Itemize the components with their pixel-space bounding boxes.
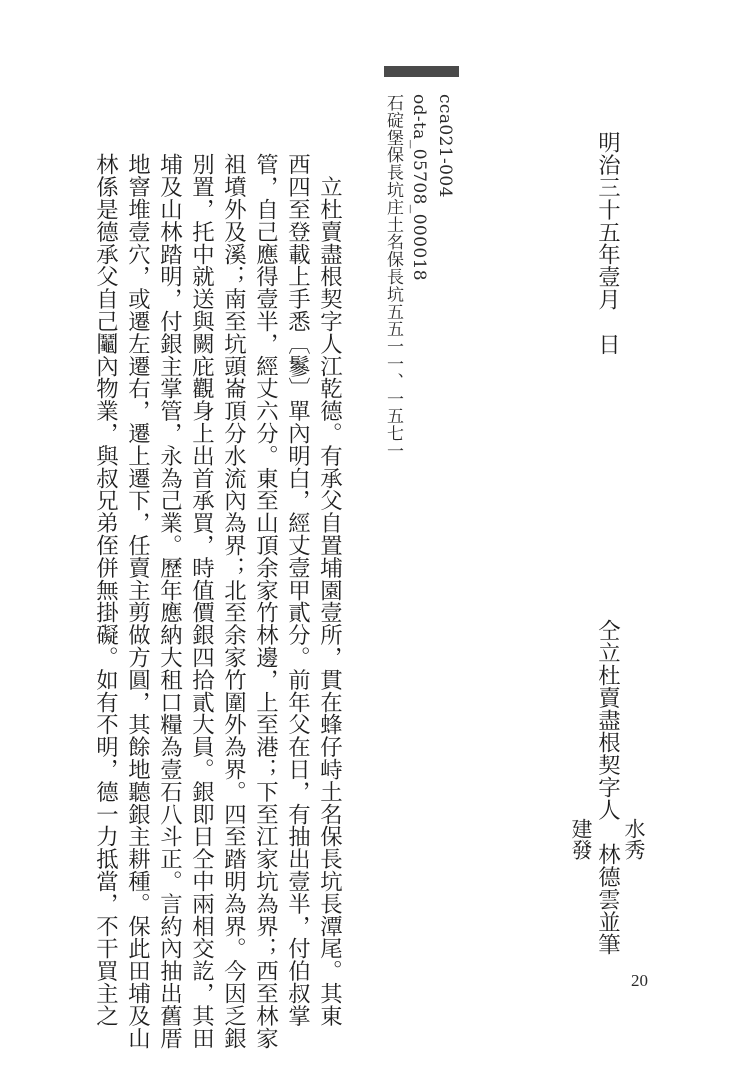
contract-line-3: 管，自己應得壹半，經丈六分。東至山頂余家竹林邊，上至港；下至江家坑為界；西至林家 (252, 153, 279, 1049)
signatory-line: 仝立杜賣盡根契字人 林德雲並筆 (594, 619, 621, 955)
contract-line-2: 西四至登載上手悉〔鬖〕單內明白，經丈壹甲貳分。前年父在日，有抽出壹半，付伯叔掌 (284, 153, 311, 1027)
contract-date: 明治三十五年壹月 日 (594, 131, 621, 355)
header-bar (384, 66, 459, 77)
contract-line-6: 埔及山林踏明，付銀主掌管，永為己業。歷年應納大租口糧為壹石八斗正。言約內抽出舊厝 (156, 153, 183, 1049)
contract-line-4: 祖墳外及溪；南至坑頭崙頂分水流內為界；北至余家竹圍外為界。四至踏明為界。今因乏銀 (220, 153, 247, 1049)
contract-line-7: 地窨堆壹穴，或遷左遷右，遷上遷下，任賣主剪做方圓，其餘地聽銀主耕種。保此田埔及山 (124, 153, 151, 1049)
page-number: 20 (631, 971, 648, 990)
co-signatory-jianfa: 建發 (569, 818, 593, 860)
location-line: 石碇堡保長坑庄土名保長坑五五一一、一五七一 (383, 94, 403, 460)
contract-line-5: 別置，托中就送與闕庇觀身上出首承買，時值價銀四拾貳大員。銀即日仝中兩相交訖，其田 (188, 153, 215, 1049)
co-signatory-shuixiu: 水秀 (622, 818, 646, 860)
archive-id: od-ta_05708_000018 (409, 94, 429, 282)
catalog-code: cca021-004 (435, 94, 455, 198)
contract-line-1: 立杜賣盡根契字人江乾德。有承父自置埔園壹所，貫在蜂仔峙土名保長坑長潭尾。其東 (316, 153, 343, 1027)
contract-line-8: 林係是德承父自己鬮內物業，與叔兄弟侄併無掛礙。如有不明，德一力抵當，不干買主之 (92, 153, 119, 1027)
